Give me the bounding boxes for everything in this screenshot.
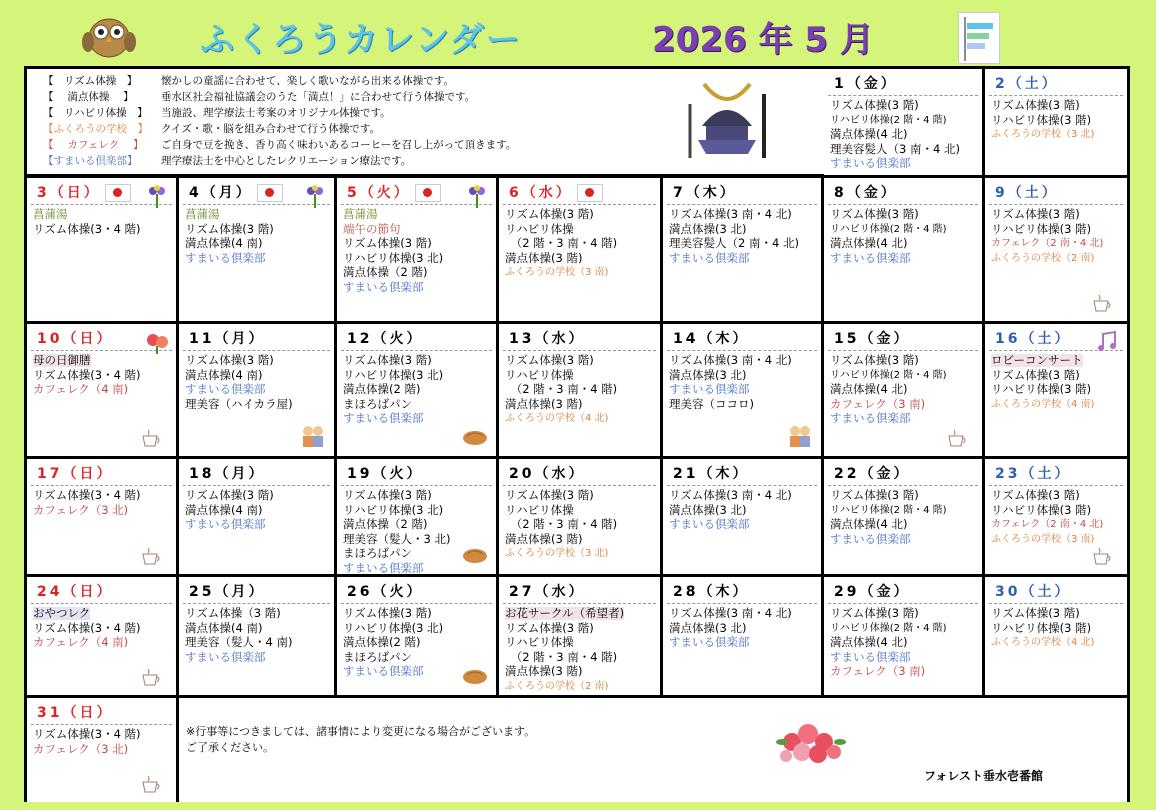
day-label: 18（月） (189, 466, 266, 482)
event-item: 理美容（髪人・3 北) (343, 531, 451, 546)
day-label: 14（木） (673, 331, 750, 347)
day-divider (341, 485, 492, 486)
event-item: カフェレク（2 南・4 北) (991, 238, 1104, 249)
day-label: 7（木） (673, 185, 737, 201)
day-divider (828, 95, 978, 96)
event-item: リハビリ体操(2 階・4 階) (830, 504, 947, 516)
day-label: 9（土） (995, 185, 1059, 201)
event-item: ふくろうの学校（2 南) (505, 680, 609, 692)
people-icon (300, 424, 326, 448)
event-item: （2 階・3 南・4 階) (505, 382, 618, 396)
day-label: 15（金） (834, 331, 911, 347)
event-item: すまいる倶楽部 (185, 382, 266, 396)
day-divider (828, 204, 978, 205)
carnation-icon (144, 330, 170, 354)
event-item: すまいる倶楽部 (343, 664, 424, 678)
event-item: 満点体操(2 階) (343, 382, 421, 396)
event-item: リハビリ体操(2 階・4 階) (830, 369, 947, 381)
event-item: カフェレク（4 南) (33, 382, 129, 396)
event-item: すまいる倶楽部 (185, 250, 266, 265)
event-item: すまいる倶楽部 (830, 649, 911, 664)
event-item: 満点体操(3 階) (505, 396, 583, 411)
day-label: 6（水） (509, 185, 573, 201)
event-item: 満点体操(4 北) (830, 517, 908, 531)
day-divider (667, 485, 817, 486)
event-item: リズム体操(3 階) (343, 606, 432, 620)
day-cell (499, 178, 660, 321)
music-note-icon (1095, 330, 1121, 354)
day-label: 27（水） (509, 584, 586, 600)
coffee-cup-icon (946, 428, 968, 448)
day-label: 11（月） (189, 331, 266, 347)
day-divider (667, 204, 817, 205)
day-divider (667, 350, 817, 351)
iris-icon (464, 184, 490, 208)
day-divider (989, 603, 1123, 604)
event-item: まほろばパン (343, 546, 412, 560)
event-item: まほろばパン (343, 396, 412, 411)
day-divider (503, 350, 656, 351)
day-cell (499, 577, 660, 695)
owl-icon (74, 10, 144, 60)
day-label: 31（日） (37, 705, 114, 721)
event-item: カフェレク（3 北) (33, 741, 129, 756)
legend-desc: 懐かしの童謡に合わせて、楽しく歌いながら出来る体操です。 (161, 75, 454, 87)
people-icon (787, 424, 813, 448)
event-item: ふくろうの学校（3 南) (991, 533, 1095, 545)
event-item: リズム体操(3 階) (830, 98, 919, 112)
legend-desc: クイズ・歌・脳を組み合わせて行う体操です。 (161, 123, 381, 135)
event-item: リズム体操(3 階) (991, 207, 1080, 221)
event-item: ふくろうの学校（3 北) (991, 129, 1095, 140)
notice-line-1: ※行事等につきましては、諸事情により変更になる場合がございます。 (186, 725, 536, 738)
event-item: （2 階・3 南・4 階) (505, 236, 618, 250)
day-label: 25（月） (189, 584, 266, 600)
event-item: リハビリ体操 (505, 367, 574, 382)
event-item: リズム体操(3 階) (505, 488, 594, 502)
day-divider (667, 603, 817, 604)
event-item: リハビリ体操(3 階) (991, 221, 1092, 236)
day-divider (503, 485, 656, 486)
coffee-cup-icon (140, 774, 162, 794)
event-item: カフェレク（3 南) (830, 396, 926, 411)
event-item: 菖蒲湯 (185, 207, 220, 221)
event-item: リズム体操(3 南・4 北) (669, 353, 792, 367)
legend-row (43, 153, 411, 169)
event-item: 満点体操(4 南) (185, 620, 263, 635)
day-cell (179, 577, 334, 695)
legend-row (43, 105, 391, 121)
day-cell (499, 324, 660, 456)
day-cell (27, 324, 176, 456)
event-item: リズム体操(3 階) (505, 353, 594, 367)
event-item: カフェレク（3 南) (830, 664, 926, 678)
day-cell (985, 324, 1127, 456)
event-item: 理美容（ハイカラ屋) (185, 396, 293, 411)
legend-row (43, 73, 454, 89)
event-item: リズム体操(3 階) (343, 488, 432, 502)
event-item: 満点体操(4 南) (185, 236, 263, 250)
day-cell (27, 577, 176, 695)
event-item: リズム体操(3 階) (830, 488, 919, 502)
coffee-cup-icon (140, 546, 162, 566)
bread-icon (462, 663, 488, 687)
event-item: リズム体操（3 階) (185, 606, 281, 620)
event-item: リズム体操(3 階) (830, 606, 919, 620)
event-item: 満点体操(3 階) (505, 531, 583, 546)
event-item: リハビリ体操 (505, 635, 574, 649)
event-item: リズム体操(3 階) (343, 236, 432, 250)
day-cell (337, 459, 496, 574)
event-item: リズム体操(3 階) (343, 353, 432, 367)
event-item: リハビリ体操 (505, 221, 574, 236)
facility-name: フォレスト垂水壱番館 (924, 769, 1044, 783)
day-label: 21（木） (673, 466, 750, 482)
day-divider (828, 350, 978, 351)
day-label: 13（水） (509, 331, 586, 347)
day-label: 28（木） (673, 584, 750, 600)
event-item: 菖蒲湯 (343, 207, 378, 221)
event-item: リズム体操(3 階) (505, 207, 594, 221)
event-item: リハビリ体操(3 階) (991, 620, 1092, 635)
coffee-cup-icon (1091, 546, 1113, 566)
calendar-month: 2026 年 5 月 (652, 20, 874, 60)
day-cell (824, 69, 982, 175)
day-cell (663, 324, 821, 456)
event-item: すまいる倶楽部 (185, 649, 266, 664)
day-divider (503, 204, 656, 205)
event-item: 満点体操(4 南) (185, 502, 263, 517)
event-item: リズム体操(3・4 階) (33, 367, 141, 382)
event-item: リズム体操(3 階) (830, 207, 919, 221)
event-item: 満点体操（2 階) (343, 265, 428, 279)
event-item: 満点体操(2 階) (343, 635, 421, 649)
event-item: すまいる倶楽部 (343, 279, 424, 294)
event-item: リズム体操(3 階) (991, 367, 1080, 382)
event-item: 満点体操（2 階) (343, 517, 428, 531)
iris-icon (302, 184, 328, 208)
legend-desc: 当施設、理学療法士考案のオリジナル体操です。 (161, 107, 391, 119)
event-item: すまいる倶楽部 (830, 250, 911, 265)
legend-row (43, 89, 475, 105)
event-item: すまいる倶楽部 (669, 635, 750, 649)
day-cell (663, 459, 821, 574)
event-item: リハビリ体操(3 北) (343, 250, 444, 265)
event-item: 理美容（ココロ) (669, 396, 754, 411)
event-item: カフェレク（3 北) (33, 502, 129, 517)
day-cell (499, 459, 660, 574)
carp-streamer-icon (958, 12, 1000, 64)
day-cell (337, 577, 496, 695)
day-cell (337, 324, 496, 456)
event-item: リハビリ体操(3 階) (991, 382, 1092, 396)
event-item: 満点体操(4 北) (830, 635, 908, 649)
day-label: 23（土） (995, 466, 1072, 482)
day-divider (183, 485, 330, 486)
event-item: 満点体操(4 北) (830, 382, 908, 396)
day-cell (663, 178, 821, 321)
day-cell (179, 324, 334, 456)
event-item: 満点体操(3 北) (669, 221, 747, 236)
event-item: 理美容髪人（2 南・4 北) (669, 236, 799, 250)
event-item: すまいる倶楽部 (343, 560, 424, 574)
coffee-cup-icon (1091, 293, 1113, 313)
event-item: リズム体操(3 階) (991, 98, 1080, 112)
legend-name: 【すまいる倶楽部】 (43, 155, 138, 167)
event-item: リハビリ体操(3 北) (343, 502, 444, 517)
event-item: リズム体操(3 階) (830, 353, 919, 367)
event-item: リズム体操(3 階) (991, 488, 1080, 502)
day-label: 4（月） (189, 185, 253, 201)
event-item: ふくろうの学校（4 北) (991, 637, 1095, 648)
event-item: ふくろうの学校（3 北) (505, 548, 609, 559)
legend-row (43, 121, 380, 137)
event-item: 満点体操(3 北) (669, 620, 747, 635)
event-item: すまいる倶楽部 (669, 250, 750, 265)
bread-icon (462, 424, 488, 448)
event-item: リズム体操(3 階) (991, 606, 1080, 620)
event-item: すまいる倶楽部 (830, 156, 911, 170)
day-cell (663, 577, 821, 695)
event-item: リハビリ体操(2 階・4 階) (830, 114, 947, 126)
day-label: 16（土） (995, 331, 1072, 347)
event-item: まほろばパン (343, 649, 412, 664)
day-divider (31, 485, 172, 486)
day-divider (503, 603, 656, 604)
event-item: リハビリ体操(2 階・4 階) (830, 622, 947, 634)
event-item: ふくろうの学校（2 南) (991, 252, 1095, 264)
event-item: 満点体操(4 北) (830, 127, 908, 141)
day-label: 2（土） (995, 76, 1059, 92)
day-label: 19（火） (347, 466, 424, 482)
legend-name: 【ふくろうの学校 】 (43, 123, 148, 135)
event-item: リハビリ体操(3 階) (991, 112, 1092, 127)
event-item: すまいる倶楽部 (830, 531, 911, 546)
flower-bouquet-icon (772, 712, 852, 776)
day-label: 26（火） (347, 584, 424, 600)
day-cell (824, 577, 982, 695)
day-cell (985, 178, 1127, 321)
event-item: リズム体操(3 南・4 北) (669, 606, 792, 620)
day-divider (31, 603, 172, 604)
event-item: おやつレク (33, 606, 91, 620)
day-label: 20（水） (509, 466, 586, 482)
event-item: リハビリ体操(3 北) (343, 367, 444, 382)
legend-name: 【 リズム体操 】 (43, 75, 138, 87)
day-cell (985, 577, 1127, 695)
event-item: すまいる倶楽部 (343, 411, 424, 425)
event-item: 満点体操(3 階) (505, 250, 583, 265)
notice-text (186, 724, 535, 756)
event-item: ふくろうの学校（4 南) (991, 398, 1095, 410)
legend-name: 【 カフェレク 】 (43, 139, 144, 151)
event-item: ロビーコンサート (991, 353, 1083, 367)
event-item: 満点体操(4 北) (830, 236, 908, 250)
legend-name: 【 満点体操 】 (43, 91, 134, 103)
event-item: リズム体操(3・4 階) (33, 221, 141, 236)
day-cell (824, 178, 982, 321)
day-divider (341, 350, 492, 351)
day-cell (179, 459, 334, 574)
event-item: 満点体操(3 階) (505, 664, 583, 678)
event-item: 満点体操(3 北) (669, 367, 747, 382)
event-item: リズム体操(3 南・4 北) (669, 488, 792, 502)
day-divider (989, 485, 1123, 486)
event-item: カフェレク（4 南) (33, 635, 129, 649)
day-label: 1（金） (834, 76, 898, 92)
legend-desc: ご自身で豆を挽き、香り高く味わいあるコーヒーを召し上がって頂きます。 (161, 139, 517, 151)
event-item: リズム体操(3 階) (185, 488, 274, 502)
day-label: 22（金） (834, 466, 911, 482)
event-item: リズム体操(3 階) (185, 221, 274, 236)
event-item: リハビリ体操(3 北) (343, 620, 444, 635)
day-divider (989, 95, 1123, 96)
day-label: 24（日） (37, 584, 114, 600)
day-label: 30（土） (995, 584, 1072, 600)
event-item: 母の日御膳 (33, 353, 91, 367)
event-item: リズム体操(3・4 階) (33, 727, 141, 741)
event-item: リズム体操(3 階) (505, 620, 594, 635)
japan-flag-icon (577, 184, 603, 202)
coffee-cup-icon (140, 667, 162, 687)
legend-name: 【 リハビリ体操 】 (43, 107, 148, 119)
event-item: すまいる倶楽部 (669, 517, 750, 531)
day-divider (989, 204, 1123, 205)
kabuto-helmet-icon (684, 74, 770, 166)
event-item: すまいる倶楽部 (185, 517, 266, 531)
day-divider (828, 485, 978, 486)
event-item: リズム体操(3 南・4 北) (669, 207, 792, 221)
event-item: お花サークル（希望者) (505, 606, 625, 620)
calendar-grid (24, 66, 1130, 802)
day-cell (27, 459, 176, 574)
event-item: リズム体操(3 階) (185, 353, 274, 367)
day-label: 5（火） (347, 185, 411, 201)
day-cell (985, 69, 1127, 175)
event-item: 菖蒲湯 (33, 207, 68, 221)
day-cell (179, 178, 334, 321)
notice-line-2: ご了承ください。 (186, 741, 274, 754)
event-item: 端午の節句 (343, 221, 401, 236)
day-label: 3（日） (37, 185, 101, 201)
legend-desc: 垂水区社会福祉協議会のうた「満点！」に合わせて行う体操です。 (161, 91, 476, 103)
event-item: すまいる倶楽部 (830, 411, 911, 425)
event-item: 理美容髪人（3 南・4 北) (830, 141, 960, 156)
event-item: リズム体操(3・4 階) (33, 488, 141, 502)
day-label: 8（金） (834, 185, 898, 201)
legend-desc: 理学療法士を中心としたレクリエーション療法です。 (161, 155, 412, 167)
day-label: 12（火） (347, 331, 424, 347)
coffee-cup-icon (140, 428, 162, 448)
bread-icon (462, 542, 488, 566)
japan-flag-icon (257, 184, 283, 202)
event-item: ふくろうの学校（3 南) (505, 267, 609, 278)
day-label: 10（日） (37, 331, 114, 347)
day-cell (824, 459, 982, 574)
japan-flag-icon (105, 184, 131, 202)
event-item: 満点体操(3 北) (669, 502, 747, 517)
event-item: （2 階・3 南・4 階) (505, 517, 618, 531)
calendar-title: ふくろうカレンダー (200, 20, 522, 60)
event-item: 満点体操(4 南) (185, 367, 263, 382)
day-divider (31, 724, 172, 725)
legend-row (43, 137, 516, 153)
day-cell (27, 698, 176, 802)
calendar-header (0, 0, 1156, 66)
event-item: すまいる倶楽部 (669, 382, 750, 396)
japan-flag-icon (415, 184, 441, 202)
day-divider (183, 603, 330, 604)
event-item: ふくろうの学校（4 北) (505, 413, 609, 424)
event-item: リハビリ体操(2 階・4 階) (830, 223, 947, 235)
event-item: 理美容（髪人・4 南) (185, 635, 293, 649)
day-cell (985, 459, 1127, 574)
event-item: カフェレク（2 南・4 北) (991, 519, 1104, 530)
day-divider (341, 603, 492, 604)
day-label: 17（日） (37, 466, 114, 482)
event-item: リズム体操(3・4 階) (33, 620, 141, 635)
iris-icon (144, 184, 170, 208)
day-divider (183, 350, 330, 351)
day-cell (337, 178, 496, 321)
event-item: リハビリ体操(3 階) (991, 502, 1092, 517)
event-item: リハビリ体操 (505, 502, 574, 517)
day-divider (828, 603, 978, 604)
day-cell (27, 178, 176, 321)
event-item: （2 階・3 南・4 階) (505, 649, 618, 664)
day-label: 29（金） (834, 584, 911, 600)
day-cell (824, 324, 982, 456)
